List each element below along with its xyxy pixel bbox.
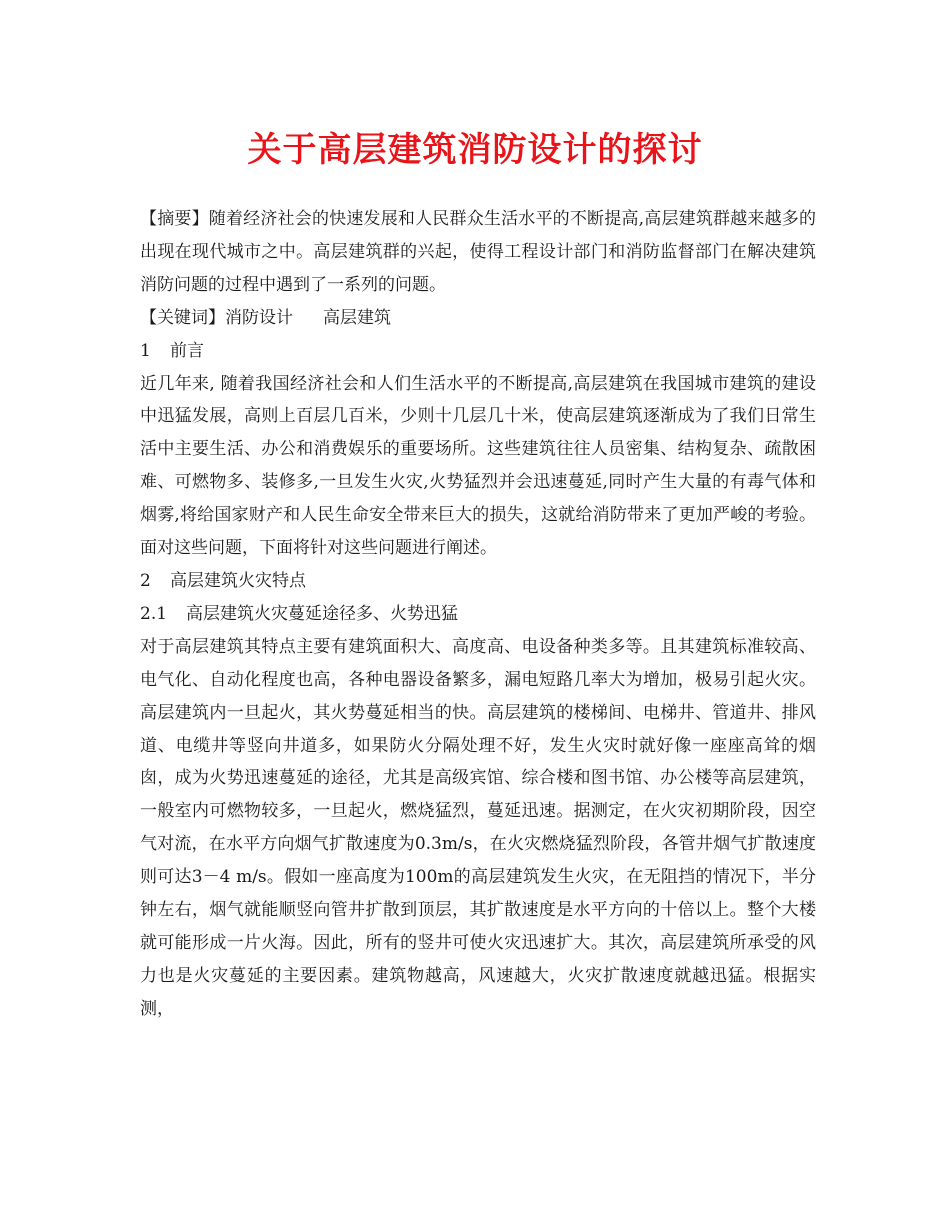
abstract-paragraph: 【摘要】随着经济社会的快速发展和人民群众生活水平的不断提高,高层建筑群越来越多的出现在现代城市之中。高层建筑群的兴起，使得工程设计部门和消防监督部门在解决建筑消防问题的过程中遇到了一系列的问题。 [140, 209, 816, 295]
subsection-title: 高层建筑火灾蔓延途径多、火势迅猛 [186, 603, 458, 624]
section-title: 前言 [170, 340, 204, 361]
intro-paragraph: 近几年来, 随着我国经济社会和人们生活水平的不断提高,高层建筑在我国城市建筑的建设中迅猛发展，高则上百层几百米，少则十几层几十米，使高层建筑逐渐成为了我们日常生活中主要生活、办公和消费娱乐的重要场所。这些建筑往往人员密集、结构复杂、疏散困难、可燃物多、装修多,一旦发生火灾,火势猛烈并会迅速蔓延,同时产生大量的有毒气体和烟雾,将给国家财产和人民生命安全带来巨大的损失，这就给消防带来了更加严峻的考验。面对这些问题，下面将针对这些问题进行阐述。 [140, 373, 816, 559]
fire-spread-paragraph: 对于高层建筑其特点主要有建筑面积大、高度高、电设备种类多等。且其建筑标准较高、电气化、自动化程度也高，各种电器设备繁多，漏电短路几率大为增加，极易引起火灾。高层建筑内一旦起火，其火势蔓延相当的快。高层建筑的楼梯间、电梯井、管道井、排风道、电缆井等竖向井道多，如果防火分隔处理不好，发生火灾时就好像一座座高耸的烟囱，成为火势迅速蔓延的途径，尤其是高级宾馆、综合楼和图书馆、办公楼等高层建筑，一般室内可燃物较多，一旦起火，燃烧猛烈，蔓延迅速。据测定，在火灾初期阶段，因空气对流，在水平方向烟气扩散速度为0.3m/s，在火灾燃烧猛烈阶段，各管井烟气扩散速度则可达3－4 m/s。假如一座高度为100m的高层建筑发生火灾，在无阻挡的情况下，半分钟左右，烟气就能顺竖向管井扩散到顶层，其扩散速度是水平方向的十倍以上。整个大楼就可能形成一片火海。因此，所有的竖井可使火灾迅速扩大。其次，高层建筑所承受的风力也是火灾蔓延的主要因素。建筑物越高，风速越大，火灾扩散速度就越迅猛。根据实测， [140, 636, 816, 1019]
document-title: 关于高层建筑消防设计的探讨 [247, 130, 703, 170]
section-title: 高层建筑火灾特点 [170, 570, 306, 591]
section-heading-2 [140, 565, 816, 598]
keywords-label: 【关键词】消防设计 [140, 307, 293, 328]
section-number: 1 [140, 340, 151, 361]
document-body [140, 203, 816, 1026]
keywords-line [140, 302, 816, 335]
section-heading-1 [140, 335, 816, 368]
subsection-number: 2.1 [140, 603, 168, 624]
keywords-second: 高层建筑 [323, 307, 391, 328]
section-number: 2 [140, 570, 151, 591]
subsection-heading-2-1 [140, 598, 816, 631]
